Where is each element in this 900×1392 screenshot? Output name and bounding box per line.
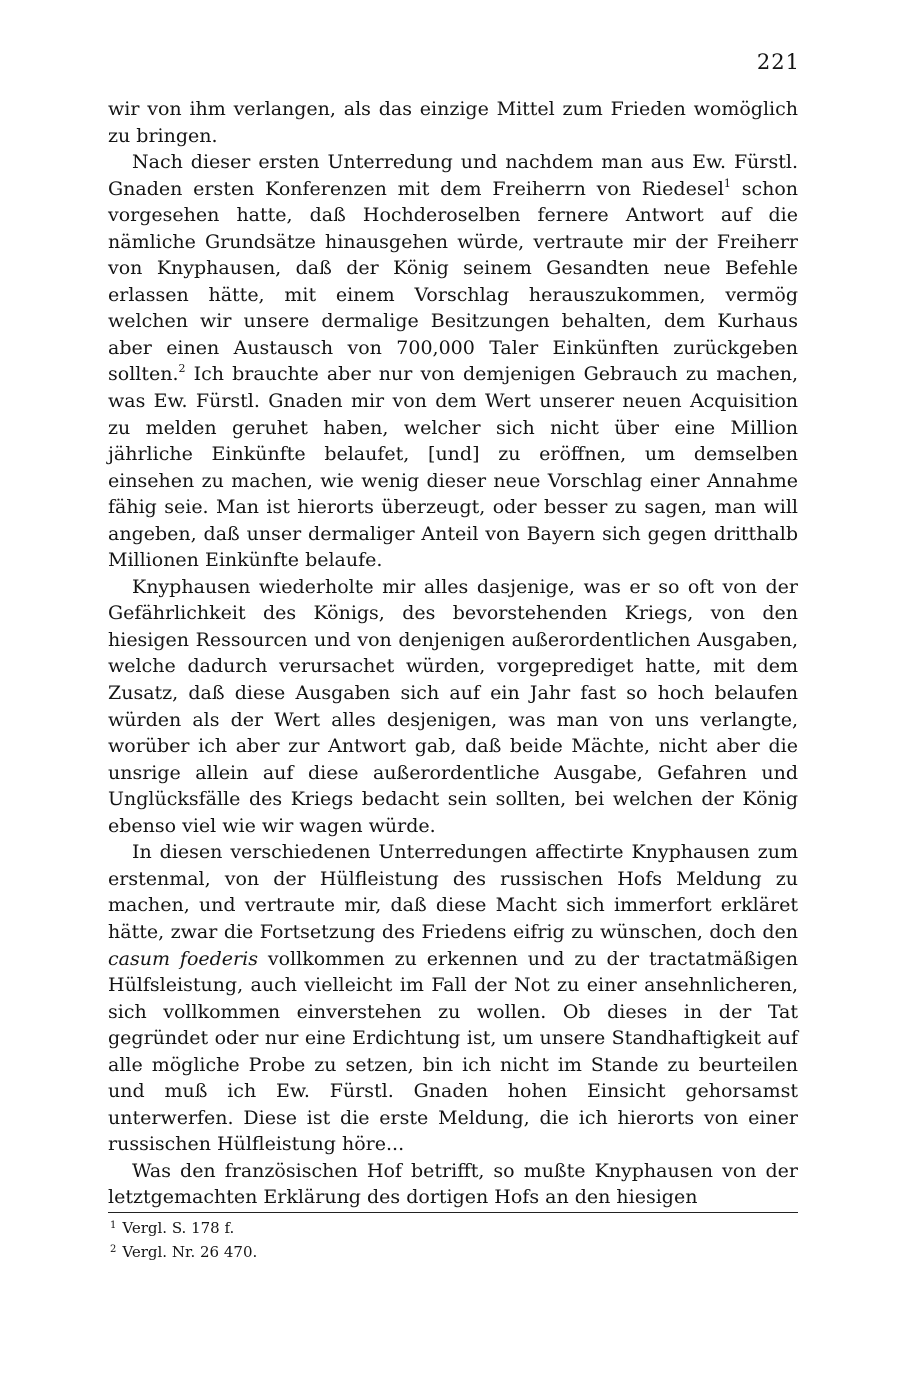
footnotes: [110, 1215, 800, 1263]
footnote-text: Vergl. Nr. 26 470.: [122, 1243, 258, 1261]
body-text: [108, 96, 798, 1211]
paragraph: [108, 96, 798, 149]
paragraph: [108, 574, 798, 839]
footnote-rule: [108, 1212, 798, 1213]
footnote-reference: 2: [178, 362, 186, 376]
page-number: 221: [756, 50, 800, 74]
paragraph-text: schon vorgesehen hatte, daß Hochderoselben fernere Antwort auf die nämliche Grundsätze hinausgehen würde, vertraute mir der Freiherr von Knyphausen, daß der König seinem Gesandten neue Befehle erlassen hätte, mit einem Vorschlag herauszukommen, vermög welchen wir unsere dermalige Besitzungen behalten, dem Kurhaus aber einen Austausch von 700,000 Taler Einkünften zurückgeben sollten.: [108, 177, 798, 386]
paragraph-text: In diesen verschiedenen Unterredungen affectirte Knyphausen zum erstenmal, von der Hülfleistung des russischen Hofs Meldung zu machen, und vertraute mir, daß diese Macht sich immerfort erkläret hätte, zwar die Fortsetzung des Friedens eifrig zu wünschen, doch den: [108, 841, 798, 943]
footnote-reference: 1: [723, 176, 731, 190]
footnote: [110, 1239, 800, 1263]
paragraph: [108, 839, 798, 1158]
paragraph: [108, 1158, 798, 1211]
footnote-mark: 1: [110, 1220, 117, 1231]
paragraph-text: wir von ihm verlangen, als das einzige Mittel zum Frieden womöglich zu bringen.: [108, 98, 798, 147]
footnote-mark: 2: [110, 1244, 117, 1255]
paragraph-text: Nach dieser ersten Unterredung und nachdem man aus Ew. Fürstl. Gnaden ersten Konferenzen mit dem Freiherrn von Riedesel: [108, 151, 798, 200]
paragraph-text: Knyphausen wiederholte mir alles dasjenige, was er so oft von der Gefährlichkeit des Königs, des bevorstehenden Kriegs, von den hiesigen Ressourcen und von denjenigen außerordentlichen Ausgaben, welche dadurch verursachet würden, vorgeprediget hatte, mit dem Zusatz, daß diese Ausgaben sich auf ein Jahr fast so hoch belaufen würden als der Wert alles desjenigen, was man von uns verlangte, worüber ich aber zur Antwort gab, daß beide Mächte, nicht aber die unsrige allein auf diese außerordentliche Ausgabe, Gefahren und Unglücksfälle des Kriegs bedacht sein sollten, bei welchen der König ebenso viel wie wir wagen würde.: [108, 575, 798, 837]
paragraph-text: vollkommen zu erkennen und zu der tractatmäßigen Hülfsleistung, auch vielleicht im Fall der Not zu einer ansehnlicheren, sich vollkommen einverstehen zu wollen. Ob dieses in der Tat gegründet oder nur eine Erdichtung ist, um unsere Standhaftigkeit auf alle mögliche Probe zu setzen, bin ich nicht im Stande zu beurteilen und muß ich Ew. Fürstl. Gnaden hohen Einsicht gehorsamst unterwerfen. Diese ist die erste Meldung, die ich hierorts von einer russischen Hülfleistung höre...: [108, 947, 798, 1156]
footnote: [110, 1215, 800, 1239]
footnote-text: Vergl. S. 178 f.: [122, 1219, 235, 1237]
paragraph-text: Ich brauchte aber nur von demjenigen Gebrauch zu machen, was Ew. Fürstl. Gnaden mir von dem Wert unserer neuen Acquisition zu melden geruhet haben, welcher sich nicht über eine Million jährliche Einkünfte belaufet, [und] zu eröffnen, um demselben einsehen zu machen, wie wenig dieser neue Vorschlag einer Annahme fähig seie. Man ist hierorts überzeugt, oder besser zu sagen, man will angeben, daß unser dermaliger Anteil von Bayern sich gegen dritthalb Millionen Einkünfte belaufe.: [108, 363, 798, 572]
latin-phrase: casum foederis: [108, 947, 258, 970]
paragraph: [108, 149, 798, 574]
paragraph-text: Was den französischen Hof betrifft, so mußte Knyphausen von der letztgemachten Erklärung des dortigen Hofs an den hiesigen: [108, 1159, 798, 1209]
